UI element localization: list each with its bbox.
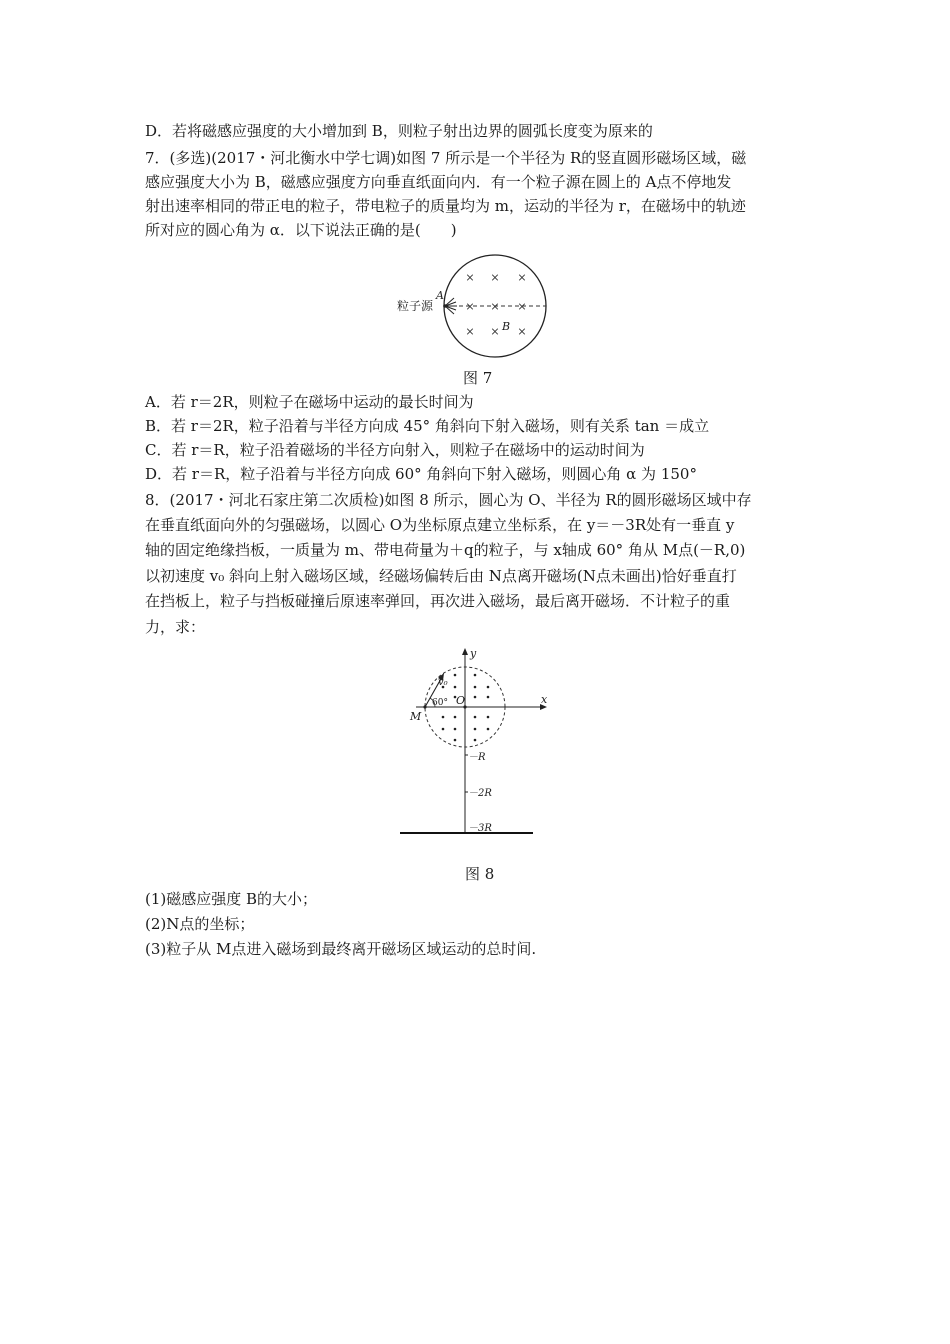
q8-subquestion-3: (3)粒子从 M点进入磁场到最终离开磁场区域运动的总时间. [145,940,537,958]
point-a-dot [443,304,447,308]
cross-mark: × [517,271,527,284]
tick-minus-2r: －2R [468,788,492,799]
cross-mark: × [490,300,500,313]
tick-minus-3r: －3R [468,823,492,834]
point-b-label: B [502,320,511,333]
figure-7 [395,252,555,362]
q6-option-d: D．若将磁感应强度的大小增加到 B，则粒子射出边界的圆弧长度变为原来的 [145,122,653,140]
q7-option-d: D．若 r＝R，粒子沿着与半径方向成 60° 角斜向下射入磁场，则圆心角 α 为 150° [145,465,697,483]
q7-option-a: A．若 r＝2R，则粒子在磁场中运动的最长时间为 [145,393,474,411]
q8-stem-line-2: 在垂直纸面向外的匀强磁场，以圆心 O为坐标原点建立坐标系，在 y＝－3R处有一垂直 y [145,516,735,534]
q7-option-c: C．若 r＝R，粒子沿着磁场的半径方向射入，则粒子在磁场中的运动时间为 [145,441,645,459]
figure-7-caption: 图 7 [463,369,493,387]
particle-source-label: 粒子源 [397,299,434,313]
q7-stem-line-1: 7．(多选)(2017・河北衡水中学七调)如图 7 所示是一个半径为 R的竖直圆形磁场区域，磁 [145,149,747,167]
q7-stem-line-3: 射出速率相同的带正电的粒子，带电粒子的质量均为 m，运动的半径为 r，在磁场中的轨迹 [145,197,746,215]
q8-subquestion-1: (1)磁感应强度 B的大小； [145,890,318,908]
figure-8-caption: 图 8 [465,865,495,883]
q8-stem-line-3: 轴的固定绝缘挡板，一质量为 m、带电荷量为＋q的粒子，与 x轴成 60° 角从 M点(－R,0) [145,541,746,559]
cross-mark: × [517,300,527,313]
q7-stem-line-2: 感应强度大小为 B，磁感应强度方向垂直纸面向内．有一个粒子源在圆上的 A点不停地发 [145,173,732,191]
q8-stem-line-6: 力，求： [145,618,206,636]
y-axis-label: y [470,647,477,660]
origin-label: O [456,694,466,707]
angle-label: 60° [432,698,448,708]
point-a-label: A [436,289,444,302]
q8-stem-line-5: 在挡板上，粒子与挡板碰撞后原速率弹回，再次进入磁场，最后离开磁场．不计粒子的重 [145,592,731,610]
tick-minus-r: －R [468,752,486,763]
point-m-dot [423,705,426,708]
x-axis-label: x [541,693,548,706]
point-m-label: M [410,710,422,723]
figure-8 [398,645,558,845]
cross-mark: × [465,325,475,338]
q8-stem-line-1: 8．(2017・河北石家庄第二次质检)如图 8 所示，圆心为 O、半径为 R的圆形磁场区域中存 [145,491,752,509]
cross-mark: × [465,300,475,313]
y-axis-arrow [462,648,468,655]
velocity-label: v₀ [438,677,448,688]
q7-option-b: B．若 r＝2R，粒子沿着与半径方向成 45° 角斜向下射入磁场，则有关系 tan ＝成立 [145,417,710,435]
cross-mark: × [517,325,527,338]
cross-mark: × [490,325,500,338]
q8-stem-line-4: 以初速度 v₀ 斜向上射入磁场区域，经磁场偏转后由 N点离开磁场(N点未画出)恰好垂直打 [145,567,737,585]
field-crosses [465,271,526,338]
q8-subquestion-2: (2)N点的坐标； [145,915,255,933]
cross-mark: × [490,271,500,284]
cross-mark: × [465,271,475,284]
q7-stem-line-4: 所对应的圆心角为 α．以下说法正确的是( ) [145,221,457,239]
